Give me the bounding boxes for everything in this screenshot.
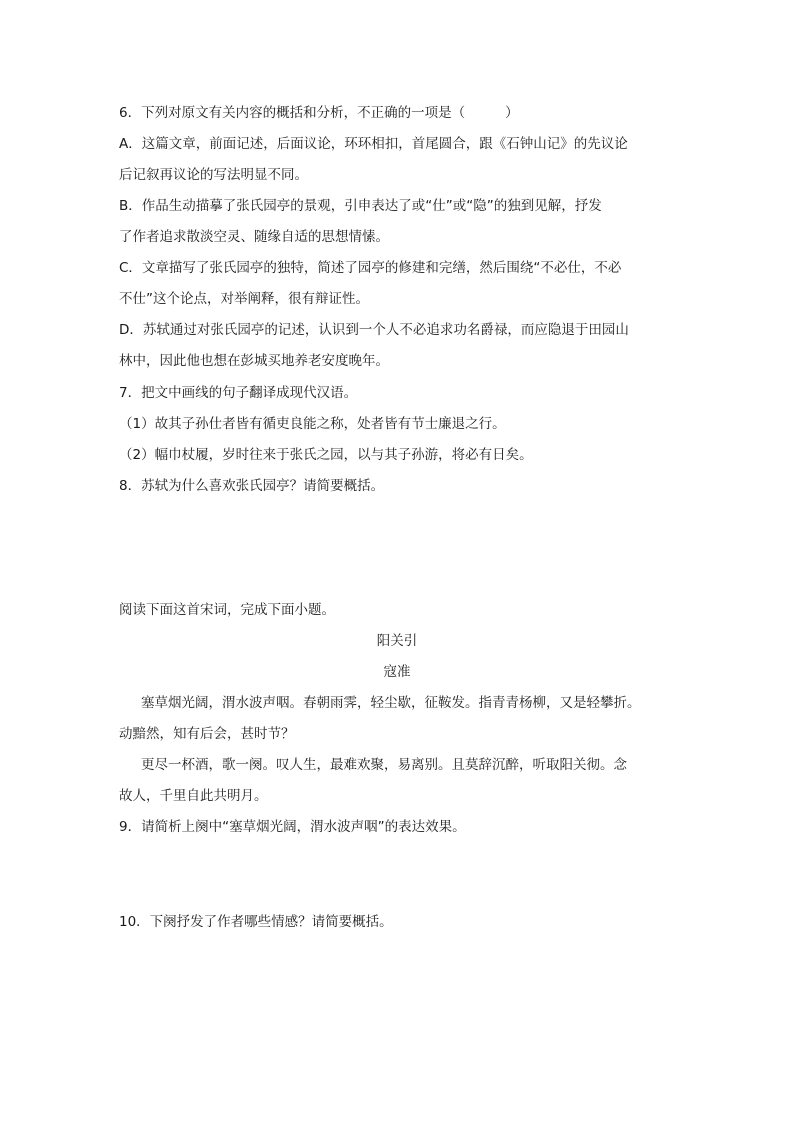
option-c-line-2: 不仕”这个论点，对举阐释，很有辩证性。	[119, 291, 369, 307]
question-6-stem-close: ）	[505, 105, 519, 121]
question-10-stem: 10．下阕抒发了作者哪些情感？请简要概括。	[119, 914, 393, 930]
question-7-sentence-2: （2）幅巾杖履，岁时往来于张氏之园，以与其子孙游，将必有日矣。	[119, 447, 533, 463]
question-8-stem: 8．苏轼为什么喜欢张氏园亭？请简要概括。	[119, 478, 385, 494]
option-c-line-1: C．文章描写了张氏园亭的独特，简述了园亭的修建和完缮，然后围绕“不必仕，不必	[119, 260, 622, 276]
question-7-stem: 7．把文中画线的句子翻译成现代汉语。	[119, 385, 358, 401]
poem-author: 寇准	[383, 664, 411, 680]
question-6-stem	[119, 103, 679, 123]
question-7-sentence-1: （1）故其子孙仕者皆有循吏良能之称，处者皆有节士廉退之行。	[119, 416, 506, 432]
option-a-line-1: A．这篇文章，前面记述，后面议论，环环相扣，首尾圆合，跟《石钟山记》的先议论	[119, 136, 628, 152]
poem-stanza-1-line-2: 动黯然，知有后会，甚时节？	[119, 726, 295, 742]
poem-stanza-1-line-1: 塞草烟光阔，渭水波声咽。春朝雨霁，轻尘歇，征鞍发。指青青杨柳，又是轻攀折。	[141, 695, 641, 711]
poem-intro: 阅读下面这首宋词，完成下面小题。	[119, 602, 335, 618]
question-9-stem: 9．请简析上阕中“塞草烟光阔，渭水波声咽”的表达效果。	[119, 819, 466, 835]
option-b-line-1: B．作品生动描摹了张氏园亭的景观，引申表达了或“仕”或“隐”的独到见解，抒发	[119, 198, 602, 214]
option-a-line-2: 后记叙再议论的写法明显不同。	[119, 167, 308, 183]
poem-stanza-2-line-1: 更尽一杯酒，歌一阕。叹人生，最难欢聚，易离别。且莫辞沉醉，听取阳关彻。念	[141, 757, 627, 773]
option-b-line-2: 了作者追求散淡空灵、随缘自适的思想情愫。	[119, 229, 389, 245]
question-6-stem-text: 6．下列对原文有关内容的概括和分析，不正确的一项是（	[119, 105, 466, 121]
option-d-line-1: D．苏轼通过对张氏园亭的记述，认识到一个人不必追求功名爵禄，而应隐退于田园山	[119, 322, 629, 338]
option-d-line-2: 林中，因此他也想在彭城买地养老安度晚年。	[119, 353, 389, 369]
poem-title: 阳关引	[376, 633, 418, 649]
poem-stanza-2-line-2: 故人，千里自此共明月。	[119, 788, 268, 804]
